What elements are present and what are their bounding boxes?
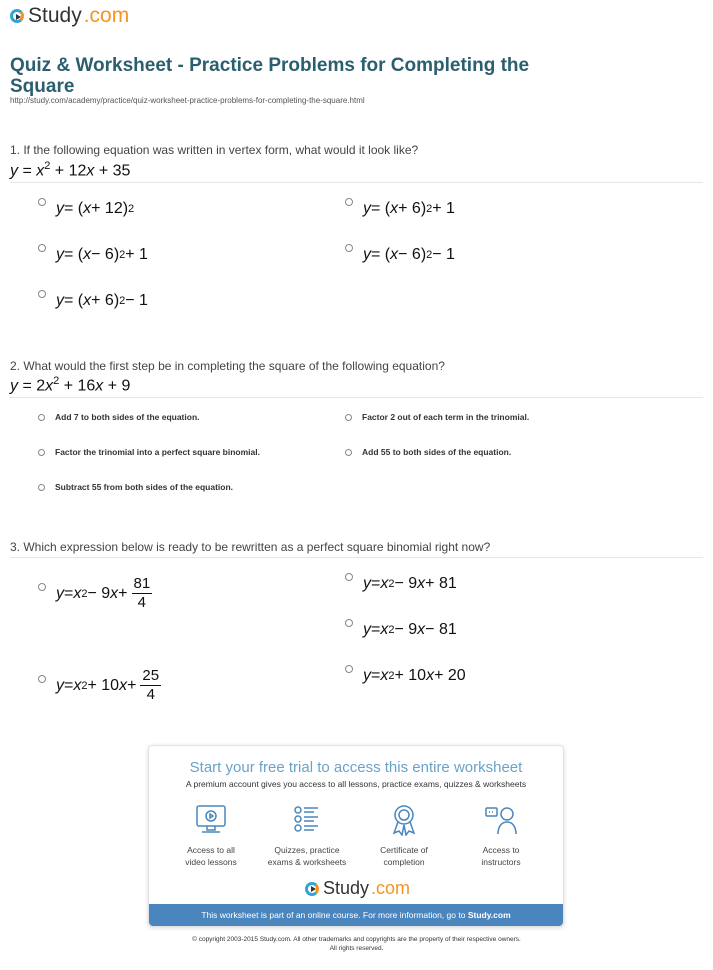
math-text: − 6)	[398, 246, 427, 263]
banner-text: This worksheet is part of an online course. For more information, go to	[201, 910, 468, 920]
radio-button[interactable]	[38, 583, 46, 591]
math-text: + 10	[394, 667, 427, 684]
radio-button[interactable]	[38, 198, 46, 206]
math-text: y	[56, 200, 64, 217]
math-text: =	[371, 621, 381, 638]
answer-option[interactable]	[345, 412, 529, 422]
feature-label: completion	[383, 857, 425, 867]
answer-option[interactable]	[345, 621, 457, 639]
math-text: y	[363, 621, 371, 638]
divider	[10, 182, 703, 183]
option-label	[56, 575, 152, 612]
radio-button[interactable]	[345, 665, 353, 673]
option-label	[55, 412, 200, 422]
option-label	[56, 200, 134, 218]
fraction	[140, 667, 161, 704]
free-trial-promo	[148, 745, 564, 927]
radio-button[interactable]	[38, 675, 46, 683]
promo-subtitle: A premium account gives you access to all lessons, practice exams, quizzes & worksheets	[185, 779, 527, 789]
feature-label: Access to all	[187, 845, 235, 855]
math-text: x	[119, 676, 128, 694]
math-text: x	[110, 584, 119, 602]
radio-button[interactable]	[38, 484, 45, 491]
feature-label: instructors	[481, 857, 521, 867]
logo-text: Study	[28, 4, 82, 27]
feature-label: Certificate of	[380, 845, 428, 855]
math-text: + 35	[94, 162, 131, 180]
radio-button[interactable]	[345, 414, 352, 421]
play-logo-icon	[10, 9, 24, 23]
quiz-list-icon	[290, 804, 324, 836]
option-label	[362, 412, 529, 422]
copyright-line: All rights reserved.	[329, 945, 384, 952]
math-text: − 9	[87, 584, 111, 602]
answer-option[interactable]	[38, 412, 200, 422]
math-text: y	[56, 584, 64, 602]
certificate-icon	[387, 804, 421, 836]
feature-label: exams & worksheets	[267, 857, 347, 867]
math-text: = (	[371, 200, 391, 217]
math-text: 2	[81, 679, 88, 692]
promo-title: Start your free trial to access this entire worksheet	[189, 759, 523, 776]
option-label	[363, 621, 457, 639]
math-text: 2	[388, 578, 395, 590]
promo-study-logo[interactable]	[305, 878, 410, 899]
math-text: x	[86, 162, 95, 180]
math-text: y	[56, 676, 64, 694]
answer-option[interactable]	[38, 575, 152, 612]
math-text: + 9	[103, 377, 131, 395]
study-link[interactable]: Study.com	[467, 910, 511, 920]
math-text: − 6)	[91, 246, 120, 263]
feature-quizzes	[257, 804, 357, 868]
video-lesson-icon	[194, 804, 228, 836]
math-text: =	[18, 162, 37, 180]
divider	[10, 557, 703, 558]
radio-button[interactable]	[38, 449, 45, 456]
option-label	[56, 246, 148, 264]
math-text: x	[83, 292, 92, 309]
option-label	[56, 292, 148, 310]
math-text: = (	[64, 200, 84, 217]
option-label	[363, 575, 457, 593]
math-text: = (	[371, 246, 391, 263]
math-text: y	[56, 246, 64, 263]
answer-option[interactable]	[345, 447, 511, 457]
math-text: 2	[119, 249, 126, 261]
math-text: = (	[64, 246, 84, 263]
math-text: + 6)	[398, 200, 427, 217]
math-text: Subtract 55 from both sides of the equation.	[55, 482, 234, 492]
page-url: http://study.com/academy/practice/quiz-worksheet-practice-problems-for-completing-the-square.html	[10, 96, 365, 105]
answer-option[interactable]	[38, 482, 233, 492]
math-text: 2	[44, 160, 51, 172]
fraction-part: 4	[146, 686, 155, 703]
feature-certificate	[354, 804, 454, 868]
option-label	[56, 667, 161, 704]
fraction-part: 81	[133, 575, 151, 592]
math-text: 2	[119, 295, 126, 307]
page-title: Quiz & Worksheet - Practice Problems for Completing the Square	[10, 55, 530, 97]
option-label	[363, 246, 455, 264]
math-text: + 1	[125, 246, 148, 263]
logo-dot: .com	[371, 878, 411, 898]
math-text: x	[83, 200, 92, 217]
math-text: 2	[53, 375, 60, 387]
radio-button[interactable]	[345, 619, 353, 627]
option-label	[55, 447, 260, 457]
math-text: =	[371, 575, 381, 592]
feature-label: Quizzes, practice	[274, 845, 340, 855]
math-text: + 10	[87, 676, 120, 694]
study-logo[interactable]	[10, 4, 129, 28]
feature-video-lessons	[161, 804, 261, 868]
math-text: x	[73, 676, 82, 694]
math-text: x	[417, 621, 426, 638]
math-text: + 12	[50, 162, 87, 180]
math-text: x	[73, 584, 82, 602]
question-1-text: 1. If the following equation was written in vertex form, what would it look like?	[10, 143, 419, 157]
math-text: + 1	[432, 200, 455, 217]
math-text: Factor 2 out of each term in the trinomial.	[362, 412, 530, 422]
option-label	[363, 200, 455, 218]
math-text: 2	[128, 203, 135, 215]
question-3-text: 3. Which expression below is ready to be rewritten as a perfect square binomial right now?	[10, 540, 491, 554]
math-text: 2	[388, 670, 395, 682]
math-text: + 6)	[91, 292, 120, 309]
math-text: + 20	[434, 667, 466, 684]
answer-option[interactable]	[38, 667, 161, 704]
answer-option[interactable]	[345, 667, 466, 685]
math-text: = 2	[18, 377, 46, 395]
answer-option[interactable]	[345, 246, 455, 264]
math-text: − 9	[394, 621, 418, 638]
math-text: 2	[426, 249, 433, 261]
answer-option[interactable]	[38, 447, 260, 457]
math-text: − 1	[125, 292, 148, 309]
math-text: − 9	[394, 575, 418, 592]
math-text: x	[426, 667, 435, 684]
radio-button[interactable]	[38, 414, 45, 421]
radio-button[interactable]	[38, 244, 46, 252]
option-label	[55, 482, 233, 492]
math-text: y	[363, 200, 371, 217]
math-text: − 81	[425, 621, 457, 638]
feature-instructors	[451, 804, 551, 868]
math-text: x	[380, 621, 389, 638]
answer-option[interactable]	[38, 200, 134, 218]
play-logo-icon	[305, 882, 319, 896]
math-text: +	[127, 676, 137, 694]
option-label	[362, 447, 511, 457]
math-text: + 81	[425, 575, 457, 592]
question-2-equation	[10, 375, 130, 395]
math-text: =	[64, 584, 74, 602]
math-text: x	[380, 575, 389, 592]
math-text: x	[36, 162, 45, 180]
answer-option[interactable]	[345, 575, 457, 593]
radio-button[interactable]	[345, 449, 352, 456]
math-text: x	[380, 667, 389, 684]
math-text: Add 55 to both sides of the equation.	[362, 447, 512, 457]
feature-label: Access to	[482, 845, 520, 855]
radio-button[interactable]	[345, 573, 353, 581]
math-text: x	[45, 377, 54, 395]
math-text: y	[363, 575, 371, 592]
fraction-part: 25	[142, 667, 160, 684]
answer-option[interactable]	[38, 246, 148, 264]
math-text: =	[371, 667, 381, 684]
math-text: y	[10, 377, 18, 395]
math-text: y	[363, 246, 371, 263]
math-text: x	[417, 575, 426, 592]
math-text: y	[56, 292, 64, 309]
option-label	[363, 667, 466, 685]
logo-dot: .com	[83, 4, 130, 27]
math-text: x	[83, 246, 92, 263]
math-text: 2	[426, 203, 433, 215]
math-text: 2	[81, 587, 88, 600]
fraction-part: 4	[137, 594, 147, 611]
math-text: y	[10, 162, 18, 180]
math-text: x	[95, 377, 104, 395]
math-text: =	[64, 676, 74, 694]
fraction	[132, 575, 153, 612]
copyright	[0, 935, 713, 953]
math-text: x	[390, 246, 399, 263]
math-text: Factor the trinomial into a perfect square binomial.	[55, 447, 260, 457]
question-1-equation	[10, 160, 130, 180]
math-text: x	[390, 200, 399, 217]
answer-option[interactable]	[38, 292, 148, 310]
copyright-line: © copyright 2003-2015 Study.com. All other trademarks and copyrights are the property of their respective owners.	[192, 936, 521, 943]
logo-text: Study	[323, 878, 370, 898]
radio-button[interactable]	[345, 244, 353, 252]
math-text: +	[118, 584, 128, 602]
math-text: + 16	[59, 377, 96, 395]
math-text: y	[363, 667, 371, 684]
math-text: 2	[388, 624, 395, 636]
math-text: − 1	[432, 246, 455, 263]
radio-button[interactable]	[38, 290, 46, 298]
course-info-banner	[149, 904, 563, 926]
answer-option[interactable]	[345, 200, 455, 218]
radio-button[interactable]	[345, 198, 353, 206]
math-text: Add 7 to both sides of the equation.	[55, 412, 200, 422]
math-text: = (	[64, 292, 84, 309]
question-2-text: 2. What would the first step be in completing the square of the following equation?	[10, 359, 445, 373]
math-text: + 12)	[91, 200, 129, 217]
instructor-icon	[484, 804, 518, 836]
divider	[10, 397, 703, 398]
feature-label: video lessons	[185, 857, 237, 867]
